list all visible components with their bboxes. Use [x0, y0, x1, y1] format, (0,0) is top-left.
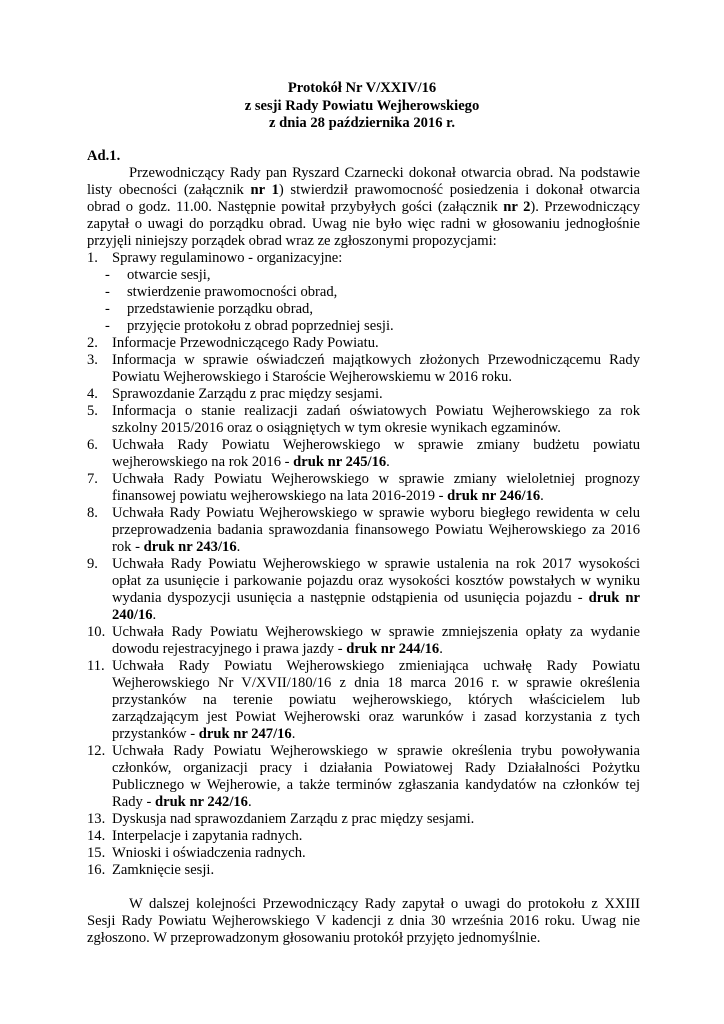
agenda-item-punct: .: [236, 539, 241, 555]
agenda-item-text: Wnioski i oświadczenia radnych.: [112, 845, 306, 861]
agenda-item: [87, 335, 640, 352]
agenda-subitem-text: przyjęcie protokołu z obrad poprzedniej sesji.: [127, 318, 394, 334]
agenda-item-text: Uchwała Rady Powiatu Wejherowskiego w sprawie zmiany wieloletniej prognozy finansowej powiatu wejherowskiego na lata 2016-2019 -: [112, 471, 640, 504]
agenda-item-text: Uchwała Rady Powiatu Wejherowskiego zmieniająca uchwałę Rady Powiatu Wejherowskiego Nr V/XVII/180/16 z dnia 18 marca 2016 r. w sprawie określenia przystanków na terenie powiatu wejherowskiego, których właścicielem lub zarządzającym jest Powiat Wejherowski oraz warunków i zasad korzystania z tych przystanków -: [112, 658, 640, 742]
agenda-item-number: 8.: [87, 505, 98, 521]
agenda-item-druk: druk nr 243/16: [143, 539, 237, 555]
agenda-item-number: 15.: [87, 845, 106, 861]
title-line-1: Protokół Nr V/XXIV/16: [287, 80, 437, 96]
agenda-subitem: [87, 267, 640, 284]
agenda-item-text: Uchwała Rady Powiatu Wejherowskiego w sprawie zmiany budżetu powiatu wejherowskiego na rok 2016 -: [112, 437, 640, 470]
agenda-item-number: 9.: [87, 556, 98, 572]
agenda-item: [87, 386, 640, 403]
agenda-subitem: [87, 301, 640, 318]
agenda-item-number: 11.: [87, 658, 105, 674]
agenda-item-number: 14.: [87, 828, 106, 844]
attachment-2-ref: nr 2: [503, 199, 531, 215]
agenda-item-druk: druk nr 246/16: [447, 488, 541, 504]
agenda-item-number: 12.: [87, 743, 106, 759]
agenda-item-text: Uchwała Rady Powiatu Wejherowskiego w sprawie ustalenia na rok 2017 wysokości opłat za usunięcie i parkowanie pojazdu oraz wysokości kosztów powstałych w wyniku wydania dyspozycji usunięcia a następnie odstąpienia od usunięcia pojazdu -: [112, 556, 640, 606]
agenda-subitem-text: stwierdzenie prawomocności obrad,: [127, 284, 338, 300]
agenda-item-text: Uchwała Rady Powiatu Wejherowskiego w sprawie określenia trybu powoływania członków, organizacji pracy i działania Powiatowej Rady Działalności Pożytku Publicznego w Wejherowie, a także terminów zgłaszania kandydatów na członków tej Rady -: [112, 743, 640, 810]
agenda-item-text: Informacja o stanie realizacji zadań oświatowych Powiatu Wejherowskiego za rok szkolny 2015/2016 oraz o osiągniętych w tym okresie wynikach egzaminów.: [112, 403, 640, 436]
agenda-item-number: 5.: [87, 403, 98, 419]
agenda-item: [87, 658, 640, 743]
agenda-item-text: Zamknięcie sesji.: [112, 862, 215, 878]
agenda-item-text: Sprawy regulaminowo - organizacyjne:: [112, 250, 343, 266]
intro-text-2: ) stwierdził prawomocność posiedzenia i dokonał otwarcia obrad o godz. 11.00. Następnie powitał przybyłych gości (załącznik: [87, 182, 641, 215]
dash-bullet-icon: -: [105, 318, 110, 334]
attachment-1-ref: nr 1: [250, 182, 279, 198]
agenda-item-text: Uchwała Rady Powiatu Wejherowskiego w sprawie zmniejszenia opłaty za wydanie dowodu rejestracyjnego i prawa jazdy -: [112, 624, 640, 657]
agenda-item-number: 2.: [87, 335, 98, 351]
agenda-sublist: [87, 267, 640, 335]
agenda-item-druk: druk nr 244/16: [346, 641, 440, 657]
intro-paragraph: [87, 165, 640, 250]
agenda-subitem: [87, 318, 640, 335]
agenda-item-punct: .: [540, 488, 544, 504]
agenda-item-number: 4.: [87, 386, 98, 402]
agenda-item: [87, 352, 640, 386]
agenda-item-text: Sprawozdanie Zarządu z prac między sesjami.: [112, 386, 383, 402]
agenda-subitem-text: przedstawienie porządku obrad,: [127, 301, 313, 317]
agenda-item-text: Dyskusja nad sprawozdaniem Zarządu z prac między sesjami.: [112, 811, 475, 827]
agenda-item: [87, 471, 640, 505]
agenda-item: [87, 862, 640, 879]
agenda-subitem-text: otwarcie sesji,: [127, 267, 211, 283]
dash-bullet-icon: -: [105, 301, 110, 317]
agenda-item-number: 3.: [87, 352, 98, 368]
agenda-item-number: 10.: [87, 624, 106, 640]
agenda-item: [87, 250, 640, 335]
intro-text-3: ). Przewodniczący zapytał o uwagi do porządku obrad. Uwag nie było więc radni w głosowaniu jednogłośnie przyjęli niniejszy porządek obrad wraz ze zgłoszonymi propozycjami:: [87, 199, 640, 249]
agenda-item: [87, 505, 640, 556]
agenda-item-number: 13.: [87, 811, 106, 827]
agenda-item-number: 1.: [87, 250, 98, 266]
agenda-list: [87, 250, 640, 879]
dash-bullet-icon: -: [105, 284, 110, 300]
agenda-item-druk: druk nr 247/16: [198, 726, 292, 742]
agenda-item-text: Informacja w sprawie oświadczeń majątkowych złożonych Przewodniczącemu Rady Powiatu Wejherowskiego i Staroście Wejherowskiemu w 2016 roku.: [112, 352, 640, 385]
dash-bullet-icon: -: [105, 267, 110, 283]
agenda-item-number: 16.: [87, 862, 106, 878]
agenda-item-punct: .: [247, 794, 252, 810]
title-line-3: z dnia 28 października 2016 r.: [269, 115, 455, 131]
agenda-item: [87, 403, 640, 437]
section-heading: Ad.1.: [87, 148, 121, 164]
agenda-item-druk: druk nr 242/16: [154, 794, 248, 810]
agenda-item-punct: .: [439, 641, 443, 657]
agenda-item: [87, 811, 640, 828]
agenda-item-text: Informacje Przewodniczącego Rady Powiatu.: [112, 335, 379, 351]
agenda-item-druk: druk nr 245/16: [293, 454, 387, 470]
title-line-2: z sesji Rady Powiatu Wejherowskiego: [244, 97, 480, 114]
agenda-item-number: 6.: [87, 437, 98, 453]
document-title: [0, 80, 724, 133]
agenda-item-druk: druk nr 240/16: [112, 590, 640, 623]
agenda-item: [87, 828, 640, 845]
agenda-item: [87, 624, 640, 658]
agenda-subitem: [87, 284, 640, 301]
agenda-item-punct: .: [152, 607, 157, 623]
closing-paragraph: W dalszej kolejności Przewodniczący Rady zapytał o uwagi do protokołu z XXIII Sesji Rady Powiatu Wejherowskiego V kadencji z dnia 30 września 2016 roku. Uwag nie zgłoszono. W przeprowadzonym głosowaniu protokół przyjęto jednomyślnie.: [87, 896, 640, 946]
agenda-item: [87, 437, 640, 471]
agenda-item: [87, 743, 640, 811]
agenda-item-number: 7.: [87, 471, 98, 487]
agenda-item-text: Interpelacje i zapytania radnych.: [112, 828, 303, 844]
agenda-item: [87, 845, 640, 862]
agenda-item-punct: .: [291, 726, 296, 742]
agenda-item-text: Uchwała Rady Powiatu Wejherowskiego w sprawie wyboru biegłego rewidenta w celu przeprowadzenia badania sprawozdania finansowego Powiatu Wejherowskiego za 2016 rok -: [112, 505, 640, 555]
agenda-item: [87, 556, 640, 624]
document-body: [87, 148, 640, 947]
intro-text-1: Przewodniczący Rady pan Ryszard Czarnecki dokonał otwarcia obrad. Na podstawie listy obecności (załącznik: [87, 165, 640, 198]
agenda-item-punct: .: [386, 454, 390, 470]
